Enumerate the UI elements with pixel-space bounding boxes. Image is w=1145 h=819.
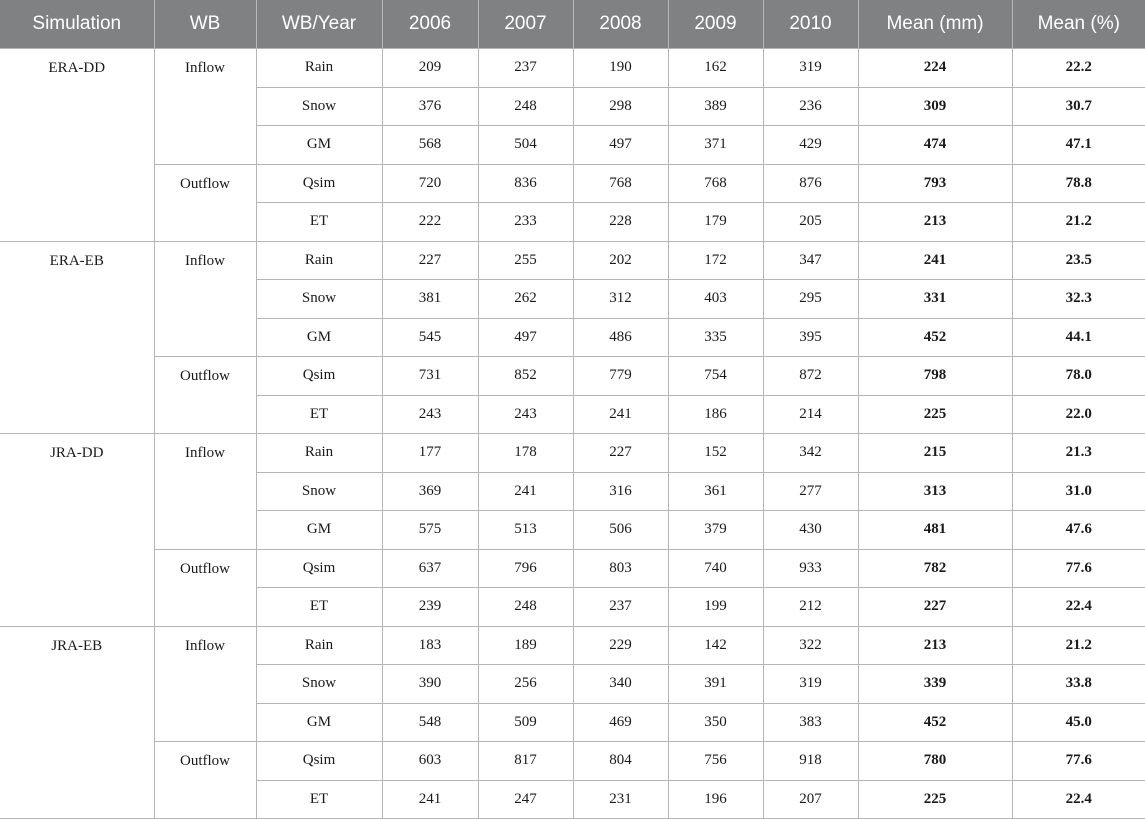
value-cell: 504: [478, 126, 573, 165]
value-cell: 836: [478, 164, 573, 203]
value-cell: 199: [668, 588, 763, 627]
value-cell: 229: [573, 626, 668, 665]
header-2010: 2010: [763, 0, 858, 49]
mean-mm-cell: 782: [858, 549, 1012, 588]
variable-cell: Snow: [256, 87, 382, 126]
value-cell: 379: [668, 511, 763, 550]
value-cell: 497: [573, 126, 668, 165]
value-cell: 231: [573, 780, 668, 819]
value-cell: 918: [763, 742, 858, 781]
value-cell: 233: [478, 203, 573, 242]
value-cell: 389: [668, 87, 763, 126]
mean-pct-cell: 77.6: [1012, 742, 1145, 781]
value-cell: 803: [573, 549, 668, 588]
mean-pct-cell: 33.8: [1012, 665, 1145, 704]
variable-cell: Rain: [256, 434, 382, 473]
value-cell: 509: [478, 703, 573, 742]
value-cell: 335: [668, 318, 763, 357]
variable-cell: Qsim: [256, 164, 382, 203]
mean-mm-cell: 224: [858, 49, 1012, 88]
mean-pct-cell: 22.0: [1012, 395, 1145, 434]
value-cell: 237: [573, 588, 668, 627]
value-cell: 183: [382, 626, 478, 665]
value-cell: 513: [478, 511, 573, 550]
value-cell: 376: [382, 87, 478, 126]
value-cell: 603: [382, 742, 478, 781]
value-cell: 756: [668, 742, 763, 781]
mean-mm-cell: 227: [858, 588, 1012, 627]
value-cell: 740: [668, 549, 763, 588]
value-cell: 796: [478, 549, 573, 588]
header-mean-pct: Mean (%): [1012, 0, 1145, 49]
mean-pct-cell: 77.6: [1012, 549, 1145, 588]
mean-pct-cell: 21.2: [1012, 203, 1145, 242]
value-cell: 298: [573, 87, 668, 126]
value-cell: 295: [763, 280, 858, 319]
value-cell: 545: [382, 318, 478, 357]
wb-cell: Outflow: [154, 164, 256, 241]
value-cell: 872: [763, 357, 858, 396]
header-2008: 2008: [573, 0, 668, 49]
mean-mm-cell: 241: [858, 241, 1012, 280]
value-cell: 248: [478, 87, 573, 126]
mean-mm-cell: 339: [858, 665, 1012, 704]
mean-pct-cell: 22.2: [1012, 49, 1145, 88]
value-cell: 319: [763, 665, 858, 704]
value-cell: 497: [478, 318, 573, 357]
value-cell: 247: [478, 780, 573, 819]
variable-cell: Rain: [256, 241, 382, 280]
value-cell: 186: [668, 395, 763, 434]
value-cell: 241: [478, 472, 573, 511]
value-cell: 241: [573, 395, 668, 434]
value-cell: 852: [478, 357, 573, 396]
table-row: [0, 626, 1145, 665]
value-cell: 933: [763, 549, 858, 588]
variable-cell: Snow: [256, 665, 382, 704]
variable-cell: Snow: [256, 472, 382, 511]
mean-pct-cell: 22.4: [1012, 588, 1145, 627]
mean-mm-cell: 793: [858, 164, 1012, 203]
table-row: [0, 357, 1145, 396]
value-cell: 486: [573, 318, 668, 357]
mean-pct-cell: 32.3: [1012, 280, 1145, 319]
variable-cell: GM: [256, 126, 382, 165]
value-cell: 383: [763, 703, 858, 742]
value-cell: 222: [382, 203, 478, 242]
value-cell: 239: [382, 588, 478, 627]
value-cell: 548: [382, 703, 478, 742]
value-cell: 162: [668, 49, 763, 88]
value-cell: 205: [763, 203, 858, 242]
value-cell: 568: [382, 126, 478, 165]
simulation-cell: JRA-DD: [0, 434, 154, 627]
value-cell: 391: [668, 665, 763, 704]
value-cell: 256: [478, 665, 573, 704]
value-cell: 243: [382, 395, 478, 434]
value-cell: 342: [763, 434, 858, 473]
value-cell: 403: [668, 280, 763, 319]
table-row: [0, 164, 1145, 203]
value-cell: 189: [478, 626, 573, 665]
value-cell: 731: [382, 357, 478, 396]
value-cell: 172: [668, 241, 763, 280]
mean-mm-cell: 452: [858, 703, 1012, 742]
mean-pct-cell: 78.8: [1012, 164, 1145, 203]
mean-pct-cell: 31.0: [1012, 472, 1145, 511]
mean-mm-cell: 225: [858, 395, 1012, 434]
header-row: [0, 0, 1145, 49]
variable-cell: GM: [256, 511, 382, 550]
value-cell: 720: [382, 164, 478, 203]
value-cell: 876: [763, 164, 858, 203]
wb-cell: Inflow: [154, 241, 256, 357]
value-cell: 202: [573, 241, 668, 280]
value-cell: 395: [763, 318, 858, 357]
mean-mm-cell: 225: [858, 780, 1012, 819]
value-cell: 319: [763, 49, 858, 88]
variable-cell: Snow: [256, 280, 382, 319]
wb-cell: Outflow: [154, 742, 256, 819]
simulation-cell: ERA-DD: [0, 49, 154, 242]
value-cell: 262: [478, 280, 573, 319]
variable-cell: Rain: [256, 626, 382, 665]
wb-cell: Inflow: [154, 626, 256, 742]
mean-pct-cell: 22.4: [1012, 780, 1145, 819]
value-cell: 768: [573, 164, 668, 203]
table-body: [0, 49, 1145, 819]
value-cell: 177: [382, 434, 478, 473]
mean-pct-cell: 30.7: [1012, 87, 1145, 126]
variable-cell: ET: [256, 203, 382, 242]
wb-cell: Inflow: [154, 434, 256, 550]
mean-pct-cell: 21.2: [1012, 626, 1145, 665]
value-cell: 469: [573, 703, 668, 742]
wb-cell: Outflow: [154, 357, 256, 434]
mean-mm-cell: 780: [858, 742, 1012, 781]
value-cell: 312: [573, 280, 668, 319]
mean-mm-cell: 798: [858, 357, 1012, 396]
mean-mm-cell: 481: [858, 511, 1012, 550]
wb-cell: Inflow: [154, 49, 256, 165]
value-cell: 227: [573, 434, 668, 473]
variable-cell: Rain: [256, 49, 382, 88]
variable-cell: ET: [256, 780, 382, 819]
mean-pct-cell: 44.1: [1012, 318, 1145, 357]
value-cell: 361: [668, 472, 763, 511]
header-simulation: Simulation: [0, 0, 154, 49]
value-cell: 196: [668, 780, 763, 819]
value-cell: 429: [763, 126, 858, 165]
value-cell: 575: [382, 511, 478, 550]
value-cell: 430: [763, 511, 858, 550]
mean-mm-cell: 215: [858, 434, 1012, 473]
value-cell: 316: [573, 472, 668, 511]
mean-pct-cell: 45.0: [1012, 703, 1145, 742]
header-wb: WB: [154, 0, 256, 49]
mean-pct-cell: 47.6: [1012, 511, 1145, 550]
value-cell: 243: [478, 395, 573, 434]
value-cell: 190: [573, 49, 668, 88]
variable-cell: Qsim: [256, 742, 382, 781]
value-cell: 179: [668, 203, 763, 242]
value-cell: 248: [478, 588, 573, 627]
simulation-cell: ERA-EB: [0, 241, 154, 434]
value-cell: 350: [668, 703, 763, 742]
variable-cell: Qsim: [256, 549, 382, 588]
value-cell: 228: [573, 203, 668, 242]
mean-mm-cell: 331: [858, 280, 1012, 319]
table-row: [0, 434, 1145, 473]
variable-cell: Qsim: [256, 357, 382, 396]
mean-mm-cell: 474: [858, 126, 1012, 165]
value-cell: 506: [573, 511, 668, 550]
value-cell: 347: [763, 241, 858, 280]
mean-mm-cell: 452: [858, 318, 1012, 357]
value-cell: 390: [382, 665, 478, 704]
header-2007: 2007: [478, 0, 573, 49]
mean-pct-cell: 78.0: [1012, 357, 1145, 396]
header-2009: 2009: [668, 0, 763, 49]
value-cell: 804: [573, 742, 668, 781]
value-cell: 212: [763, 588, 858, 627]
mean-mm-cell: 213: [858, 626, 1012, 665]
value-cell: 637: [382, 549, 478, 588]
value-cell: 369: [382, 472, 478, 511]
mean-pct-cell: 21.3: [1012, 434, 1145, 473]
value-cell: 227: [382, 241, 478, 280]
simulation-cell: JRA-EB: [0, 626, 154, 819]
variable-cell: GM: [256, 318, 382, 357]
wb-cell: Outflow: [154, 549, 256, 626]
variable-cell: ET: [256, 588, 382, 627]
value-cell: 817: [478, 742, 573, 781]
value-cell: 214: [763, 395, 858, 434]
value-cell: 768: [668, 164, 763, 203]
mean-pct-cell: 47.1: [1012, 126, 1145, 165]
value-cell: 241: [382, 780, 478, 819]
value-cell: 255: [478, 241, 573, 280]
value-cell: 277: [763, 472, 858, 511]
mean-mm-cell: 213: [858, 203, 1012, 242]
value-cell: 237: [478, 49, 573, 88]
value-cell: 142: [668, 626, 763, 665]
mean-mm-cell: 313: [858, 472, 1012, 511]
value-cell: 381: [382, 280, 478, 319]
mean-mm-cell: 309: [858, 87, 1012, 126]
value-cell: 779: [573, 357, 668, 396]
table-row: [0, 49, 1145, 88]
variable-cell: GM: [256, 703, 382, 742]
variable-cell: ET: [256, 395, 382, 434]
header-wb-year: WB/Year: [256, 0, 382, 49]
value-cell: 207: [763, 780, 858, 819]
table-row: [0, 742, 1145, 781]
value-cell: 340: [573, 665, 668, 704]
header-2006: 2006: [382, 0, 478, 49]
mean-pct-cell: 23.5: [1012, 241, 1145, 280]
value-cell: 322: [763, 626, 858, 665]
table-row: [0, 241, 1145, 280]
value-cell: 152: [668, 434, 763, 473]
value-cell: 371: [668, 126, 763, 165]
table-row: [0, 549, 1145, 588]
header-mean-mm: Mean (mm): [858, 0, 1012, 49]
value-cell: 754: [668, 357, 763, 396]
value-cell: 236: [763, 87, 858, 126]
value-cell: 178: [478, 434, 573, 473]
value-cell: 209: [382, 49, 478, 88]
